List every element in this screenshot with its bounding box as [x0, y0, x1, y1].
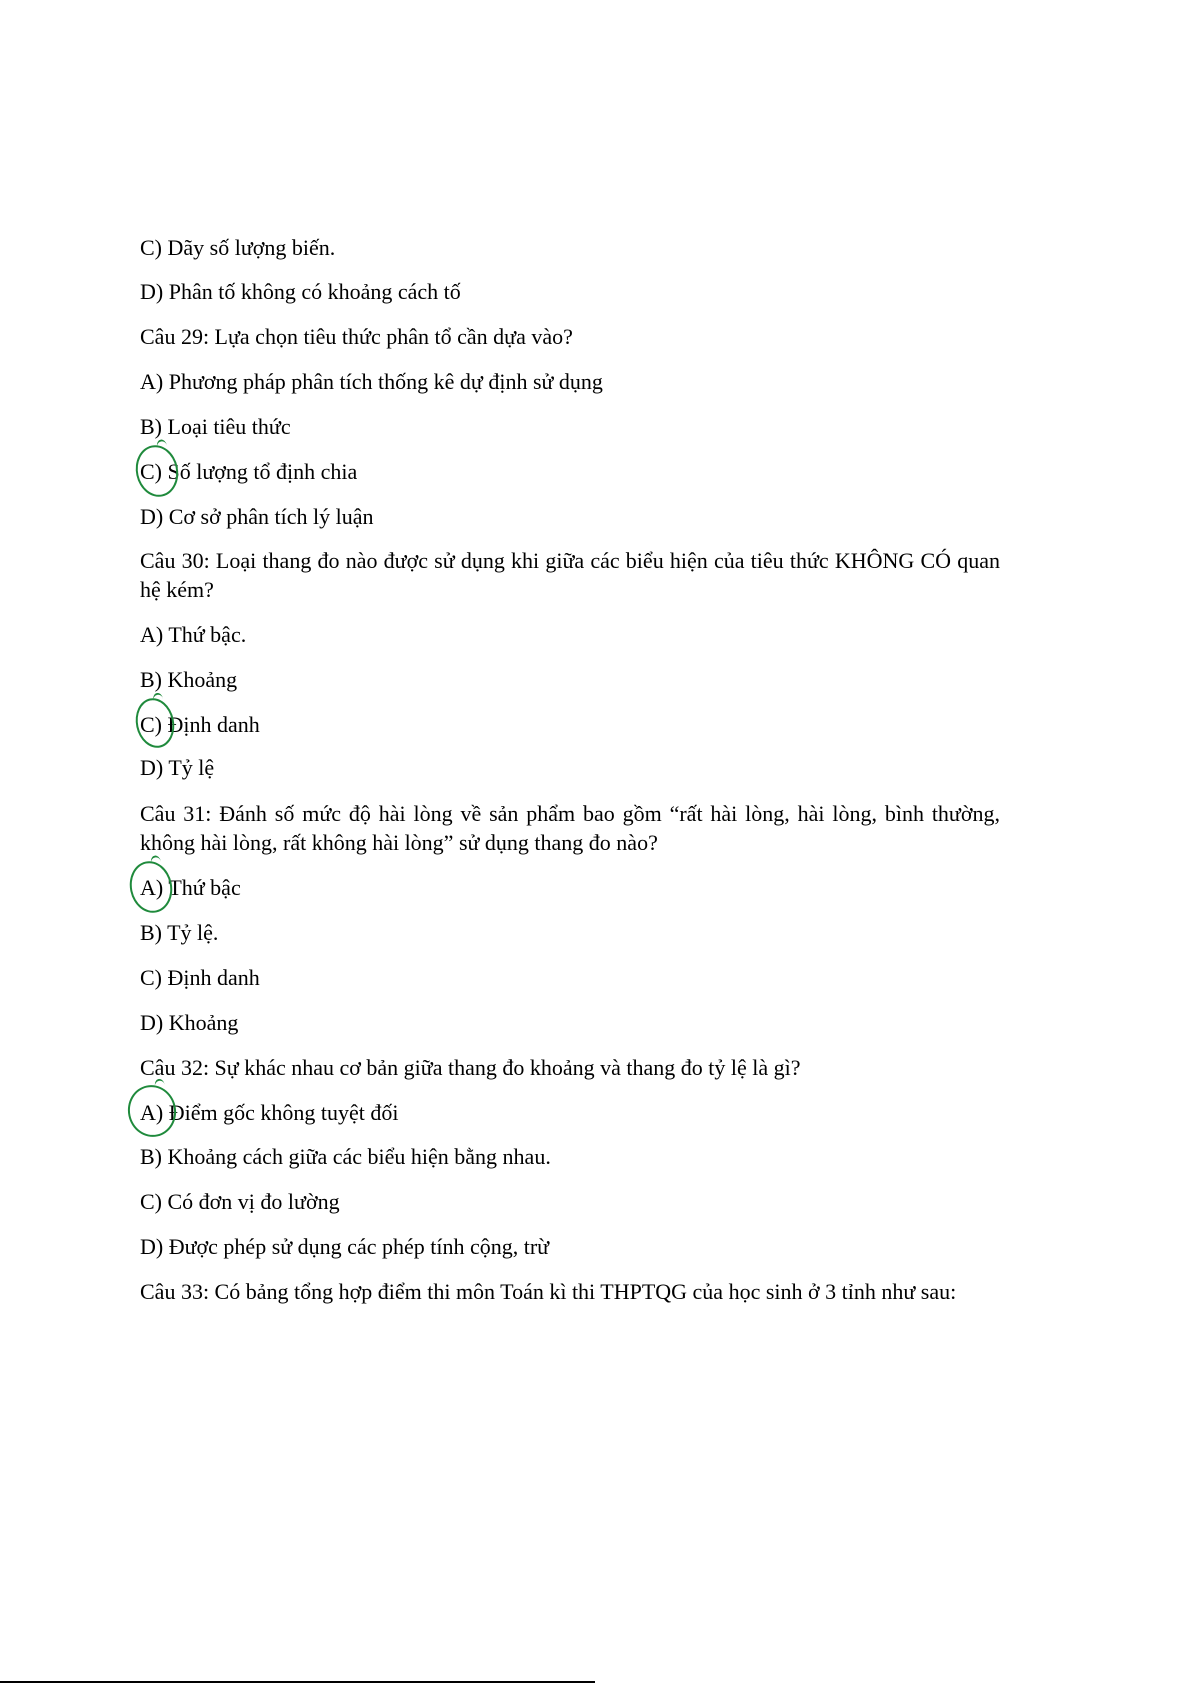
option-q30-a: A) Thứ bậc. — [140, 622, 247, 647]
option-q32-b: B) Khoảng cách giữa các biểu hiện bằng nhau. — [140, 1144, 551, 1169]
footer-divider — [0, 1681, 595, 1683]
question-32: Câu 32: Sự khác nhau cơ bản giữa thang đo khoảng và thang đo tỷ lệ là gì? — [140, 1055, 801, 1080]
option-q29-b: B) Loại tiêu thức — [140, 414, 291, 439]
option-q30-d: D) Tỷ lệ — [140, 755, 215, 780]
option-q30-c: C) Định danh — [140, 712, 260, 737]
option-q32-c: C) Có đơn vị đo lường — [140, 1189, 340, 1214]
question-29: Câu 29: Lựa chọn tiêu thức phân tổ cần dựa vào? — [140, 324, 573, 349]
option-q29-c: C) Số lượng tổ định chia — [140, 459, 358, 484]
option-q32-a: A) Điểm gốc không tuyệt đối — [140, 1100, 399, 1125]
option-q31-b: B) Tỷ lệ. — [140, 920, 219, 945]
option-q29-d: D) Cơ sở phân tích lý luận — [140, 504, 374, 529]
option-q28-d: D) Phân tố không có khoảng cách tố — [140, 279, 461, 304]
question-33: Câu 33: Có bảng tổng hợp điểm thi môn Toán kì thi THPTQG của học sinh ở 3 tỉnh như sau: — [140, 1279, 957, 1304]
option-q28-c: C) Dãy số lượng biến. — [140, 235, 336, 260]
option-q30-b: B) Khoảng — [140, 667, 238, 692]
option-q31-d: D) Khoảng — [140, 1010, 239, 1035]
option-q31-a: A) Thứ bậc — [140, 875, 241, 900]
option-q29-a: A) Phương pháp phân tích thống kê dự định sử dụng — [140, 369, 603, 394]
option-q31-c: C) Định danh — [140, 965, 260, 990]
question-30: Câu 30: Loại thang đo nào được sử dụng khi giữa các biểu hiện của tiêu thức KHÔNG CÓ quan hệ kém? — [140, 548, 1000, 602]
question-31: Câu 31: Đánh số mức độ hài lòng về sản phẩm bao gồm “rất hài lòng, hài lòng, bình thường, không hài lòng, rất không hài lòng” sử dụng thang đo nào? — [140, 801, 1000, 855]
option-q32-d: D) Được phép sử dụng các phép tính cộng, trừ — [140, 1234, 550, 1259]
